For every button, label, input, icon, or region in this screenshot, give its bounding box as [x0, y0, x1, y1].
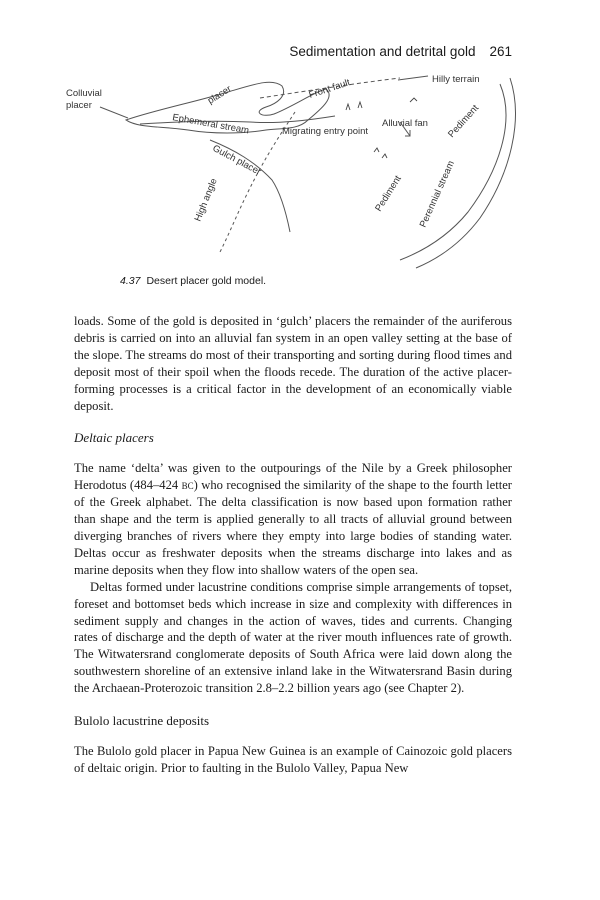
- paragraph-1: loads. Some of the gold is deposited in ‘gulch’ placers the remainder of the auriferous debris is carried on into an alluvial fan system in an open valley setting at the base of the slope. The streams do most of their transporting and sorting during flood times and deposit most of their spoil when the floods recede. The duration of the active placer-forming processes is a critical factor in the development of an economically viable deposit.: [74, 314, 512, 413]
- desert-placer-diagram: [60, 62, 540, 272]
- pediment-label-1: Pediment: [446, 102, 482, 141]
- running-header: [289, 44, 512, 59]
- paragraph-4: The Bulolo gold placer in Papua New Guinea is an example of Cainozoic gold placers of deltaic origin. Prior to faulting in the Bulolo Valley, Papua New: [74, 743, 512, 775]
- figure-caption-text: Desert placer gold model.: [146, 275, 267, 287]
- ephemeral-stream-label: Ephemeral stream: [171, 112, 250, 137]
- heading-bulolo-lacustrine: Bulolo lacustrine deposits: [74, 713, 210, 729]
- paragraph-2-part-a: The name ‘delta’ was given to the outpourings of the Nile by a Greek philosopher Herodotus (484–424: [74, 461, 512, 493]
- body-text: [74, 313, 512, 777]
- paragraph-2-part-b: ) who recognised the similarity of the shape to the fourth letter of the Greek alphabet. The delta classification is now based upon formation rather than shape and the term is applied generally to all tracts of alluvial ground between diverging branches of rivers where they empty into large bodies of standing water. Deltas occur as freshwater deposits when the streams discharge into lakes and as marine deposits when they flow into shallow waters of the open sea.: [74, 478, 512, 577]
- gulch-placer-label: Gulch placer: [210, 142, 263, 178]
- header-title: Sedimentation and detrital gold: [289, 44, 476, 59]
- desert-placer-figure: [60, 62, 540, 272]
- hilly-terrain-label: Hilly terrain: [432, 74, 480, 85]
- era-abbreviation: bc: [181, 478, 194, 493]
- migrating-entry-point-label: Migrating entry point: [282, 126, 369, 137]
- front-fault-label: Front fault: [307, 77, 352, 101]
- high-angle-label: High angle: [192, 176, 220, 224]
- figure-number: 4.37: [120, 275, 141, 287]
- colluvial-label: Colluvial: [66, 88, 102, 99]
- placer-label: placer: [205, 83, 234, 107]
- perennial-stream-line-2: [416, 78, 515, 268]
- paragraph-2: [74, 460, 512, 578]
- heading-deltaic-placers: Deltaic placers: [74, 430, 154, 446]
- page-number: 261: [489, 44, 512, 59]
- alluvial-fan-label: Alluvial fan: [382, 118, 428, 129]
- pediment-label-2: Pediment: [373, 173, 404, 214]
- figure-caption: [120, 275, 266, 287]
- perennial-stream-label: Perennial stream: [417, 159, 457, 230]
- hilly-terrain-arrow: [398, 76, 428, 80]
- colluvial-placer-label: placer: [66, 100, 92, 111]
- paragraph-3: Deltas formed under lacustrine conditions comprise simple arrangements of topset, foreset and bottomset beds which increase in size and complexity with differences in sediment supply and changes in the action of waves, tides and currents. Changing rates of discharge and the depth of water at the river mouth influences rate of growth. The Witwatersrand conglomerate deposits of South Africa were laid down along the southwestern shoreline of an extensive inland lake in the Witwatersrand Basin during the Archaean-Proterozoic transition 2.8–2.2 billion years ago (see Chapter 2).: [74, 579, 512, 696]
- colluvial-arrow: [100, 107, 128, 118]
